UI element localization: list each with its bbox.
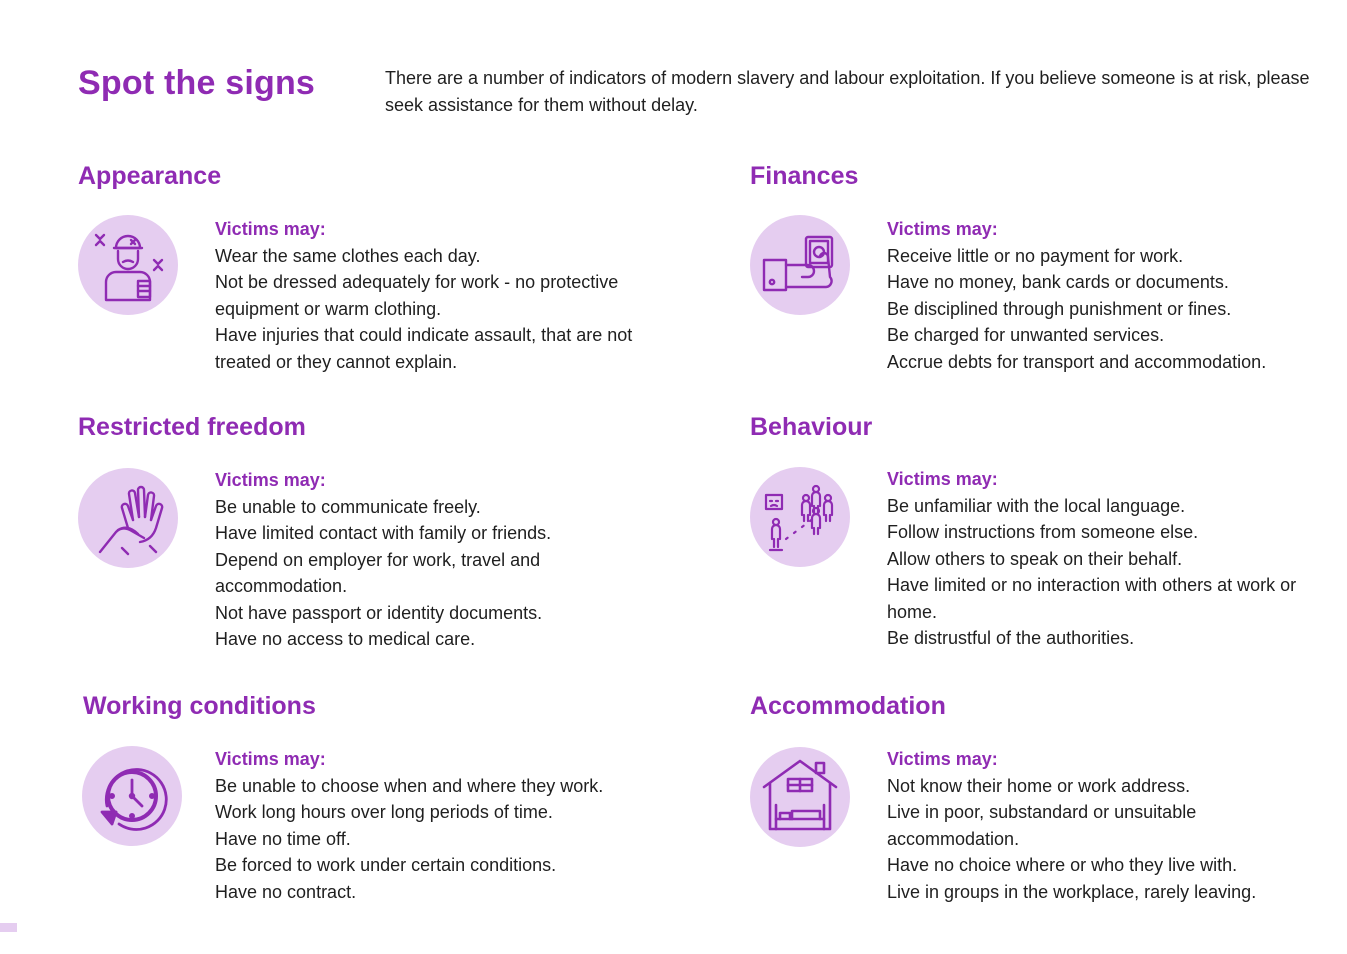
section-heading: Restricted freedom (78, 413, 306, 441)
intro-text: There are a number of indicators of modern slavery and labour exploitation. If you believe someone is at risk, please seek assistance for them without delay. (385, 68, 1310, 115)
list-item: Live in groups in the workplace, rarely leaving. (887, 881, 1257, 902)
section-body (887, 746, 1327, 905)
victims-label: Victims may: (887, 219, 998, 239)
list-item: Wear the same clothes each day. (215, 245, 481, 266)
list-item: Not know their home or work address. (887, 775, 1191, 796)
victims-label: Victims may: (887, 749, 998, 769)
grabbed-hand-icon (78, 468, 178, 568)
list-item: Be unable to communicate freely. (215, 496, 481, 517)
list-item: Have limited contact with family or friends. (215, 523, 552, 543)
list-item: Follow instructions from someone else. (887, 522, 1199, 542)
injured-worker-icon (78, 215, 178, 315)
section-heading: Behaviour (750, 413, 873, 441)
list-item: Be forced to work under certain conditions. (215, 855, 557, 875)
section-heading: Accommodation (750, 692, 946, 720)
list-item: Have injuries that could indicate assault, that are not treated or they cannot explain. (215, 325, 633, 372)
list-item: Work long hours over long periods of time. (215, 802, 553, 822)
list-item: Accrue debts for transport and accommodation. (887, 351, 1267, 372)
list-item: Be unfamiliar with the local language. (887, 495, 1186, 516)
list-item: Not be dressed adequately for work - no protective equipment or warm clothing. (215, 272, 619, 319)
section-body (215, 216, 655, 375)
section-heading: Working conditions (83, 692, 316, 720)
list-item: Have no choice where or who they live with. (887, 855, 1238, 875)
victims-label: Victims may: (215, 749, 326, 769)
list-item: Have no contract. (215, 881, 357, 902)
section-body (215, 746, 655, 905)
list-item: Be charged for unwanted services. (887, 325, 1165, 345)
victims-label: Victims may: (215, 219, 326, 239)
list-item: Live in poor, substandard or unsuitable accommodation. (887, 802, 1197, 849)
crowded-house-icon (750, 747, 850, 847)
section-body (887, 216, 1327, 375)
list-item: Be disciplined through punishment or fines. (887, 298, 1232, 319)
list-item: Depend on employer for work, travel and accommodation. (215, 549, 541, 596)
victims-label: Victims may: (887, 469, 998, 489)
page-title: Spot the signs (78, 64, 316, 102)
list-item: Have limited or no interaction with others at work or home. (887, 575, 1297, 622)
list-item: Have no access to medical care. (215, 629, 476, 649)
list-item: Allow others to speak on their behalf. (887, 548, 1183, 569)
section-body (887, 466, 1327, 652)
list-item: Be distrustful of the authorities. (887, 628, 1135, 648)
list-item: Not have passport or identity documents. (215, 602, 543, 623)
clock-overtime-icon (82, 746, 182, 846)
list-item: Receive little or no payment for work. (887, 245, 1184, 266)
page-corner-mark (0, 923, 17, 932)
list-item: Have no time off. (215, 828, 351, 849)
list-item: Be unable to choose when and where they work. (215, 775, 604, 796)
section-body (215, 467, 655, 653)
isolated-person-group-icon (750, 467, 850, 567)
list-item: Have no money, bank cards or documents. (887, 272, 1229, 292)
section-heading: Finances (750, 162, 859, 190)
victims-label: Victims may: (215, 470, 326, 490)
section-heading: Appearance (78, 162, 222, 190)
hand-holding-money-icon (750, 215, 850, 315)
